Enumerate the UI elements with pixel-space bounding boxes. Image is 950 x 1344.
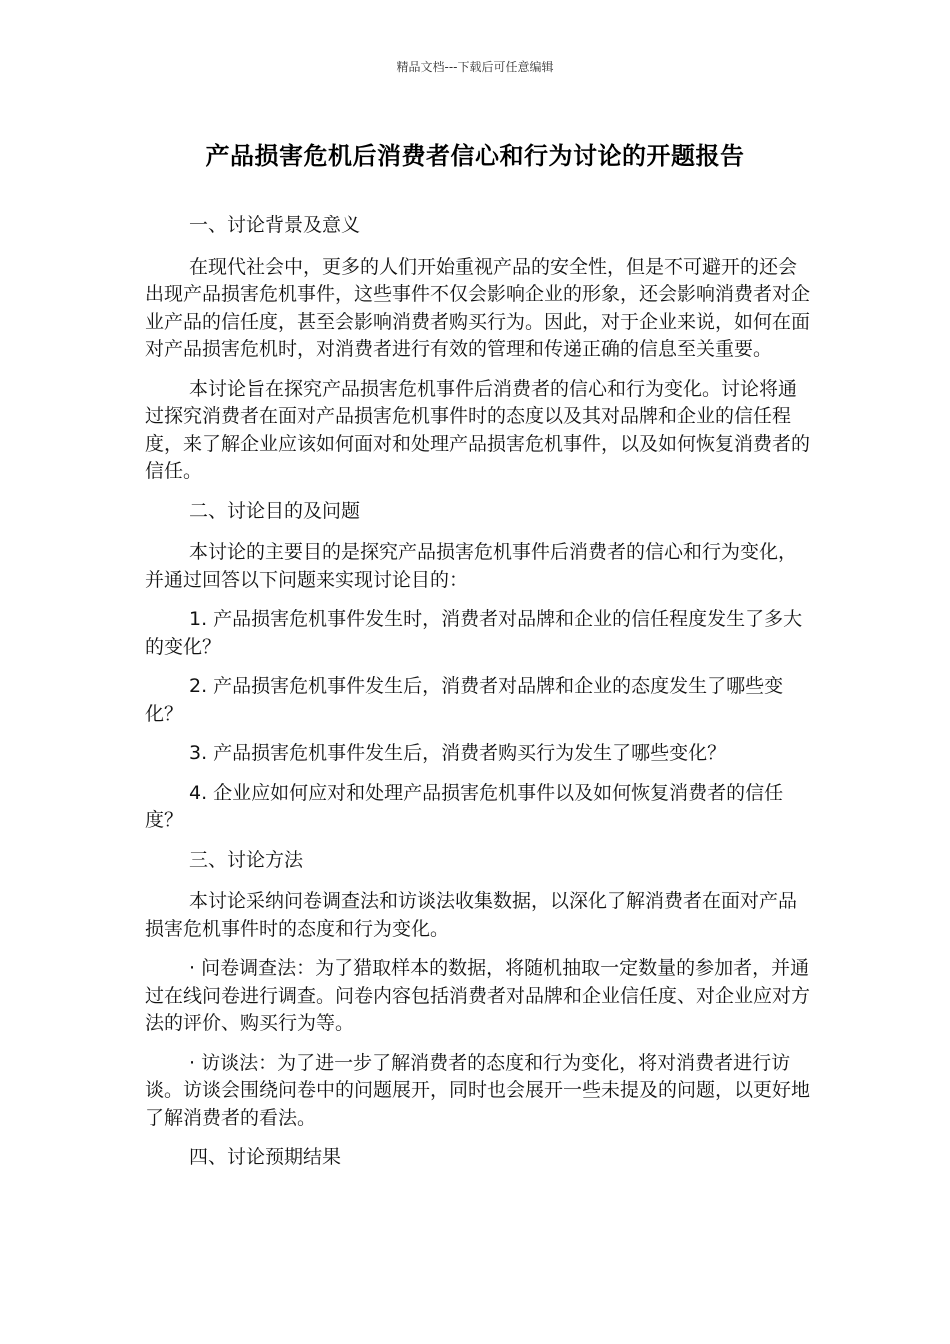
section-heading-expected-results: 四、讨论预期结果 bbox=[189, 1146, 342, 1168]
method-item-questionnaire: · 问卷调查法：为了猎取样本的数据，将随机抽取一定数量的参加者，并通过在线问卷进行调查。问卷内容包括消费者对品牌和企业信任度、对企业应对方法的评价、购买行为等。 bbox=[145, 957, 811, 1034]
section-heading-background: 一、讨论背景及意义 bbox=[189, 214, 361, 236]
question-item-2: 2. 产品损害危机事件发生后，消费者对品牌和企业的态度发生了哪些变化？ bbox=[145, 675, 784, 725]
paragraph-background: 在现代社会中，更多的人们开始重视产品的安全性，但是不可避开的还会出现产品损害危机事件，这些事件不仅会影响企业的形象，还会影响消费者对企业产品的信任度，甚至会影响消费者购买行为。因此，对于企业来说，如何在面对产品损害危机时，对消费者进行有效的管理和传递正确的信息至关重要。 bbox=[145, 255, 811, 360]
paragraph-methods: 本讨论采纳问卷调查法和访谈法收集数据，以深化了解消费者在面对产品损害危机事件时的态度和行为变化。 bbox=[145, 890, 798, 940]
paragraph-objectives: 本讨论的主要目的是探究产品损害危机事件后消费者的信心和行为变化，并通过回答以下问题来实现讨论目的： bbox=[145, 541, 798, 591]
document-header-note: 精品文档---下载后可任意编辑 bbox=[396, 60, 554, 74]
question-item-1: 1. 产品损害危机事件发生时，消费者对品牌和企业的信任程度发生了多大的变化？ bbox=[145, 608, 803, 658]
question-item-3: 3. 产品损害危机事件发生后，消费者购买行为发生了哪些变化？ bbox=[189, 742, 727, 764]
section-heading-methods: 三、讨论方法 bbox=[189, 848, 304, 871]
document-body bbox=[145, 212, 813, 1186]
paragraph-purpose: 本讨论旨在探究产品损害危机事件后消费者的信心和行为变化。讨论将通过探究消费者在面对产品损害危机事件时的态度以及其对品牌和企业的信任程度，来了解企业应该如何面对和处理产品损害危机事件，以及如何恢复消费者的信任。 bbox=[145, 377, 811, 482]
document-title: 产品损害危机后消费者信心和行为讨论的开题报告 bbox=[205, 142, 745, 170]
section-heading-objectives: 二、讨论目的及问题 bbox=[189, 499, 361, 522]
question-item-4: 4. 企业应如何应对和处理产品损害危机事件以及如何恢复消费者的信任度？ bbox=[145, 781, 784, 831]
method-item-interview: · 访谈法：为了进一步了解消费者的态度和行为变化，将对消费者进行访谈。访谈会围绕问卷中的问题展开，同时也会展开一些未提及的问题，以更好地了解消费者的看法。 bbox=[145, 1051, 811, 1129]
